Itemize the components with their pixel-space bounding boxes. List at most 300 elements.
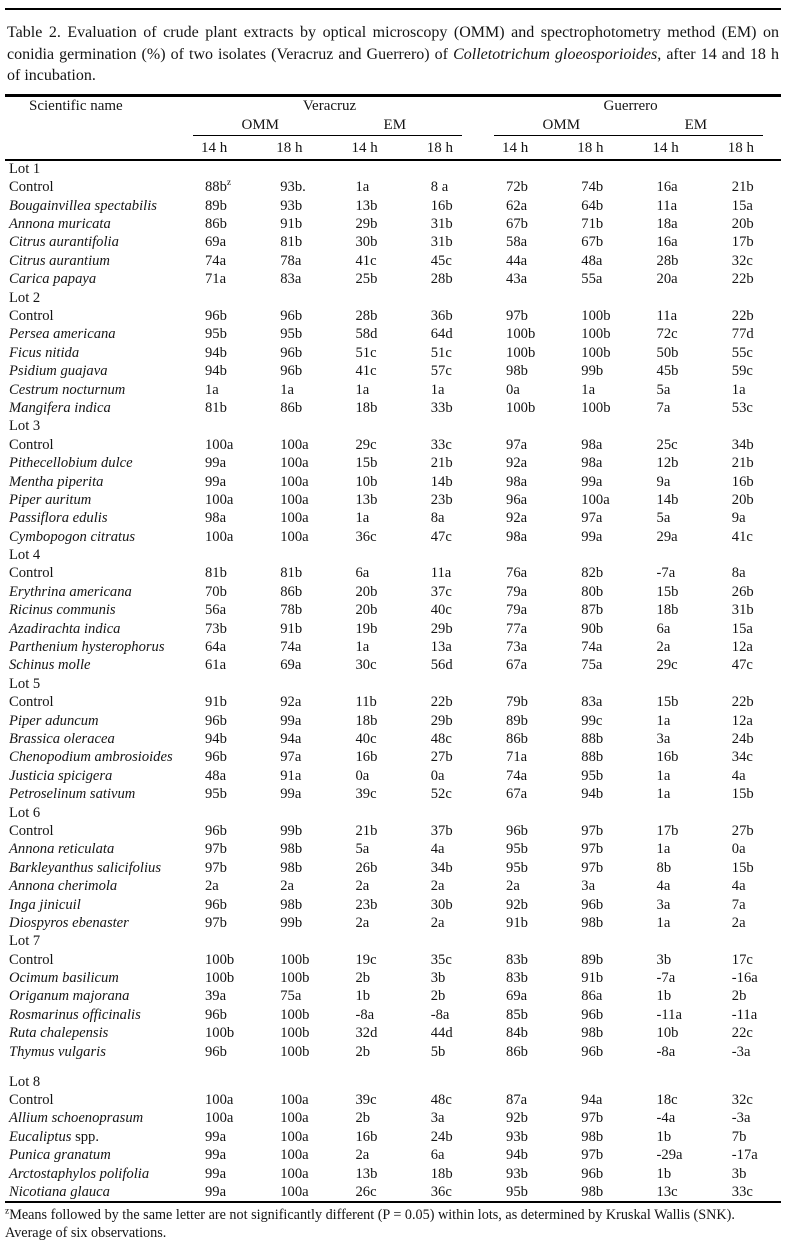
row-label [5,748,179,766]
table-row [5,196,781,214]
data-cell: 13a [430,639,452,656]
data-cell: 8a [731,565,746,582]
data-cell: 10b [656,1025,679,1042]
data-cell: 30b [355,234,378,251]
data-cell: 72c [656,326,678,343]
data-cell: 15a [731,620,753,637]
data-cell: 10b [355,473,378,490]
data-cell: 64b [581,197,604,214]
data-cell: 100a [205,1092,234,1109]
row-label [5,343,179,361]
data-cell: 55c [731,344,753,361]
table-row [5,1146,781,1164]
data-cell: 2a [355,878,370,895]
lot-label: Lot 8 [9,1073,41,1090]
data-cell: 40c [355,731,377,747]
table-row [5,748,781,766]
data-cell: 86a [581,988,603,1005]
data-cell: 83a [581,694,603,711]
data-cell: 23b [430,491,453,508]
data-cell: 36b [430,308,453,325]
data-cell: 6a [656,620,671,637]
data-cell: 13b [355,491,378,508]
species-name: Diospyros ebenaster [9,914,129,931]
time-header: 18 h [405,137,480,160]
data-cell: 69a [280,657,302,674]
table-row [5,325,781,343]
data-cell: 45c [430,252,452,269]
row-label: Eucaliptus spp. [9,1128,100,1145]
caption-text-suffix: , after 14 and 18 h of incubation. [7,45,779,84]
species-name: Annona reticulata [9,841,115,858]
data-cell: 26b [731,583,754,600]
data-cell: 31b [430,234,453,251]
row-label [5,582,179,600]
data-cell: 97b [581,822,604,839]
data-cell: 81b [205,565,227,582]
data-cell: -29a [656,1147,683,1164]
data-cell: 15b [731,859,754,876]
lot-row [5,546,781,564]
lot-row [5,1061,781,1091]
data-cell: 57c [430,363,452,380]
data-cell: 7b [731,1128,747,1145]
value-superscript: z [226,178,232,189]
data-cell: 18c [656,1092,678,1109]
data-cell: 94b [581,786,604,803]
data-cell: 98b [581,914,604,931]
table-row [5,454,781,472]
data-cell: 97b [581,859,604,876]
data-cell: 100a [280,1110,309,1127]
row-label [5,895,179,913]
time-header: 14 h [631,137,706,160]
data-cell: -4a [656,1110,676,1127]
data-cell: 6a [430,1147,445,1164]
table-row [5,785,781,803]
data-cell: 100a [280,455,309,472]
data-cell: 5a [656,510,671,527]
row-label: Control [9,179,54,196]
data-cell: 100a [280,1165,309,1182]
data-cell: 36c [355,528,377,545]
species-name: Justicia spicigera [9,767,113,784]
isolate-header-veracruz: Veracruz [302,98,357,114]
data-cell: 34c [731,749,753,766]
data-cell: 87a [506,1092,528,1109]
lot-row [5,417,781,435]
data-cell: 91b [581,970,604,987]
data-cell: 64d [430,326,453,343]
row-label [5,1146,179,1164]
data-cell: 98a [581,455,603,472]
species-name: Origanum majorana [9,988,130,1005]
data-cell: 13c [656,1183,678,1200]
row-label: Control [9,1092,54,1109]
table-row [5,178,781,196]
data-cell: 0a [355,767,370,784]
data-cell: 34b [430,859,453,876]
data-cell: 23b [355,896,378,913]
data-cell: 97a [280,749,302,766]
data-cell: 13b [355,1165,378,1182]
data-cell: 77d [731,326,754,343]
table-row [5,656,781,674]
species-name: Nicotiana glauca [9,1183,110,1200]
data-cell: 28b [656,252,679,269]
data-cell: 85b [506,1006,528,1023]
data-cell: 59c [731,363,753,380]
data-cell: 3b [731,1165,747,1182]
data-cell: 1a [656,841,671,858]
data-cell: 75a [581,657,603,674]
data-cell: 33b [430,399,453,416]
table-row [5,969,781,987]
data-cell: 39a [205,988,227,1005]
data-cell: 24b [731,731,754,747]
data-cell: 1b [355,988,371,1005]
scientific-name-header: Scientific name [29,98,123,114]
data-cell: 74a [581,639,603,656]
table-row [5,987,781,1005]
data-cell: 98a [205,510,227,527]
data-cell: 99b [280,822,303,839]
table-row [5,582,781,600]
data-cell: 99a [280,786,302,803]
data-cell: 89b [205,197,227,214]
data-cell: 18b [355,399,378,416]
data-cell: 99a [205,1147,227,1164]
data-cell: 20b [355,602,378,619]
species-name: Erythrina americana [9,583,132,600]
data-cell: 96b [506,822,528,839]
data-cell: 16b [731,473,754,490]
data-cell: 32c [731,252,753,269]
data-cell: 88b [581,731,604,747]
data-cell: 94b [205,344,227,361]
table-row [5,233,781,251]
data-cell: 67b [581,234,604,251]
data-cell: 5a [355,841,370,858]
species-name: Annona cherimola [9,878,118,895]
data-cell: 29c [355,436,377,453]
table-row [5,1091,781,1109]
data-cell: 1a [205,381,219,398]
data-cell: 31b [430,216,453,233]
data-cell: 86b [205,216,227,233]
header-row-isolates [5,97,781,117]
data-cell: 28b [355,308,378,325]
table-row [5,343,781,361]
data-cell: 0a [506,381,520,398]
data-cell: 19b [355,620,378,637]
lot-label: Lot 5 [9,675,41,692]
species-name: Cestrum nocturnum [9,381,126,398]
data-cell: 2b [355,970,371,987]
data-cell: 48c [430,1092,452,1109]
data-cell: 91b [205,694,227,711]
data-cell: 8a [430,510,445,527]
data-cell: 100a [581,491,610,508]
data-cell: 86b [280,399,303,416]
row-label [5,251,179,269]
data-cell: 84b [506,1025,528,1042]
species-name: Carica papaya [9,271,97,288]
species-name: Punica granatum [9,1147,111,1164]
data-cell: 3b [430,970,446,987]
data-cell: 99a [581,473,603,490]
data-cell: 35c [430,951,452,968]
data-cell: 4a [731,878,746,895]
row-label: Control [9,694,54,711]
data-cell: 41c [355,252,377,269]
species-name: Ruta chalepensis [9,1025,109,1042]
data-cell: 18b [355,712,378,729]
table-footnote [5,1206,781,1243]
time-header: 18 h [254,137,329,160]
data-cell: 80b [581,583,604,600]
data-cell: 94b [506,1147,528,1164]
data-cell: 37b [430,822,453,839]
method-header-em: EM [383,116,407,133]
data-cell: 58d [355,326,378,343]
data-cell: 9a [656,473,671,490]
species-name: Arctostaphylos polifolia [9,1165,150,1182]
row-label [5,362,179,380]
data-cell: 97b [205,859,227,876]
data-cell: 64a [205,639,227,656]
row-label [5,196,179,214]
data-cell: 96b [205,308,227,325]
data-cell: 11a [430,565,452,582]
data-cell: 5a [656,381,671,398]
data-cell: 100b [280,1006,310,1023]
data-cell: 98b [280,896,303,913]
table-row [5,1183,781,1201]
table-row [5,1005,781,1023]
data-cell: 12a [731,639,753,656]
data-cell: 100b [506,326,536,343]
data-cell: 74b [581,179,604,196]
data-cell: 72b [506,179,528,196]
data-cell: 2b [430,988,446,1005]
data-cell: 22c [731,1025,753,1042]
data-cell: 98b [581,1128,604,1145]
data-cell: 79a [506,602,528,619]
data-cell: 97b [581,841,604,858]
data-cell: 96b [205,712,227,729]
data-cell: 92a [280,694,302,711]
data-cell: 11b [355,694,377,711]
table-row [5,435,781,453]
data-cell: 47c [731,657,753,674]
table-row [5,693,781,711]
data-cell: 92a [506,455,528,472]
species-name: Petroselinum sativum [9,786,136,803]
data-cell: 7a [731,896,746,913]
data-cell: 81b [280,565,303,582]
lot-label: Lot 2 [9,289,41,306]
row-label [5,858,179,876]
data-cell: 95b [581,767,604,784]
data-cell: 1a [355,179,370,196]
data-cell: 86b [506,731,528,747]
row-label: Control [9,436,54,453]
data-cell: 89b [506,712,528,729]
data-cell: 95b [506,1183,528,1200]
data-cell: 20b [731,491,754,508]
data-cell: 69a [506,988,528,1005]
data-cell: -7a [656,970,676,987]
method-group-veracruz [179,117,480,137]
data-cell: 96b [280,363,303,380]
data-cell: 8 a [430,179,449,196]
data-cell: 97b [581,1147,604,1164]
data-cell: 15b [656,694,679,711]
data-cell: 78a [280,252,302,269]
data-cell: 4a [656,878,671,895]
data-cell: 3b [656,951,672,968]
lot-row [5,803,781,821]
data-cell: 73b [205,620,227,637]
data-cell: 2a [506,878,520,895]
lot-row [5,674,781,692]
row-label [5,638,179,656]
row-label [5,215,179,233]
data-cell: 74a [205,252,227,269]
species-name: Citrus aurantium [9,252,110,269]
species-name: Bougainvillea spectabilis [9,197,157,214]
data-cell: 67a [506,657,528,674]
data-cell: 99a [581,528,603,545]
data-cell: 94a [280,731,302,747]
data-cell: 83b [506,970,528,987]
species-name: Parthenium hysterophorus [9,639,165,656]
species-name: Azadirachta indica [9,620,121,637]
row-label [5,233,179,251]
data-cell: 76a [506,565,528,582]
data-cell: 96b [581,1006,604,1023]
data-cell: 70b [205,583,227,600]
data-cell: 11a [656,197,678,214]
species-name: Pithecellobium dulce [9,455,133,472]
data-cell: 2a [430,878,445,895]
time-header: 14 h [179,137,254,160]
species-name: Annona muricata [9,216,111,233]
row-label [5,1164,179,1182]
data-cell: 32d [355,1025,378,1042]
row-label [5,1024,179,1042]
row-label [5,380,179,398]
table-row [5,950,781,968]
table-row [5,270,781,288]
header-spacer [5,117,179,137]
data-cell: 88b [581,749,604,766]
data-cell: 1b [656,988,672,1005]
data-cell: 24b [430,1128,453,1145]
data-cell: 0a [731,841,746,858]
data-cell: 51c [355,344,377,361]
data-cell: 2a [205,878,219,895]
data-cell: 96b [280,308,303,325]
footnote-superscript: z [5,1206,10,1217]
table-row [5,840,781,858]
data-cell: 16b [656,749,679,766]
data-cell: 99a [205,1128,227,1145]
data-cell: 30b [430,896,453,913]
method-header-omm: OMM [241,116,280,133]
data-cell: -11a [656,1006,682,1023]
row-label [5,840,179,858]
row-label: Control [9,565,54,582]
lot-row [5,932,781,950]
data-cell: 48a [205,767,227,784]
data-cell: 50b [656,344,679,361]
time-header: 18 h [555,137,630,160]
lot-label: Lot 6 [9,804,41,821]
header-row-times [5,137,781,160]
species-name: Piper aduncum [9,712,99,729]
data-cell: 97b [205,841,227,858]
data-cell: 100b [506,344,536,361]
data-cell: 100b [280,1043,310,1060]
data-cell: 34b [731,436,754,453]
data-cell: 16a [656,179,678,196]
data-cell: 100b [280,951,310,968]
table-row [5,766,781,784]
data-cell: 100b [205,951,235,968]
data-cell: 99a [280,712,302,729]
data-cell: 53c [731,399,753,416]
data-cell: 100a [205,528,234,545]
data-cell: 86b [280,583,303,600]
lot-label: Lot 7 [9,933,41,950]
data-cell: 100a [205,436,234,453]
data-cell: 100a [280,1128,309,1145]
data-cell: 1a [656,767,671,784]
method-group-underline [494,117,763,136]
data-cell: 2a [355,914,370,931]
data-cell: 100a [280,510,309,527]
data-cell: 100a [205,1110,234,1127]
data-cell: 41c [355,363,377,380]
data-cell: 100a [280,1147,309,1164]
data-cell: 96b [205,896,227,913]
lot-row [5,160,781,178]
data-cell: 29b [430,712,453,729]
data-cell: 1a [731,381,746,398]
species-name: Ocimum basilicum [9,970,119,987]
data-cell: 3a [581,878,596,895]
data-cell: 15b [656,583,679,600]
data-cell: 41c [731,528,753,545]
species-name: Barkleyanthus salicifolius [9,859,162,876]
data-cell: 67a [506,786,528,803]
data-cell: 86b [506,1043,528,1060]
time-header: 18 h [706,137,781,160]
data-cell: 89b [581,951,604,968]
data-cell: 96b [581,1165,604,1182]
data-cell: 5b [430,1043,446,1060]
data-cell: 62a [506,197,528,214]
table-row [5,509,781,527]
lot-label: Lot 1 [9,160,41,177]
data-cell: 67b [506,216,528,233]
data-cell: 100b [205,970,235,987]
row-label [5,785,179,803]
data-cell: 2a [731,914,746,931]
data-cell: 21b [355,822,378,839]
